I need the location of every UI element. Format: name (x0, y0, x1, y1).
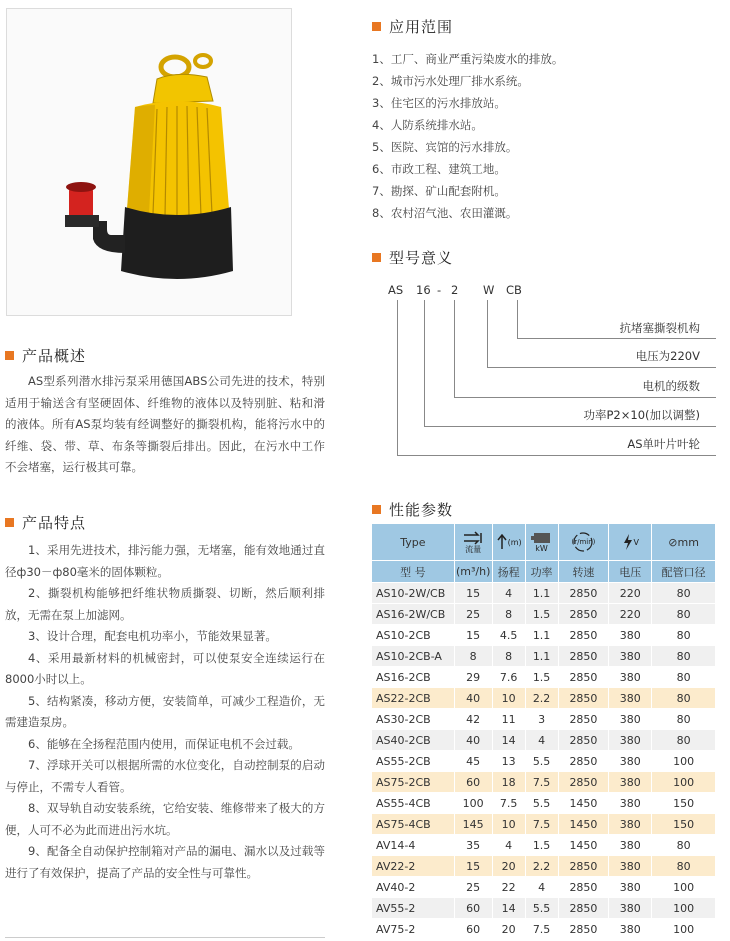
table-cell: 45 (454, 751, 492, 772)
table-row (372, 709, 716, 730)
pump-illustration (7, 9, 291, 315)
table-cell: 380 (609, 646, 652, 667)
table-cell: 220 (609, 604, 652, 625)
table-cell: 42 (454, 709, 492, 730)
table-cell: 100 (652, 751, 716, 772)
table-cell: 15 (454, 583, 492, 604)
table-cell: 2850 (558, 856, 609, 877)
meaning-impeller: AS单叶片叶轮 (627, 437, 700, 451)
table-cell: AV55-2 (372, 898, 455, 919)
column-header-row (372, 561, 716, 583)
table-cell: 1.1 (525, 625, 558, 646)
lightning-icon (622, 533, 634, 551)
section-title-overview: 产品概述 (5, 345, 86, 366)
table-cell: 100 (652, 772, 716, 793)
table-cell: 2850 (558, 583, 609, 604)
list-item: 1、工厂、商业严重污染废水的排放。 (372, 52, 564, 66)
table-cell: 1.1 (525, 583, 558, 604)
feature-item: 7、浮球开关可以根据所需的水位变化，自动控制泵的启动与停止，不需专人看管。 (5, 758, 325, 794)
code-as: AS (388, 283, 404, 297)
bullet-square-icon (372, 253, 381, 262)
table-cell: AS55-4CB (372, 793, 455, 814)
list-item: 8、农村沼气池、农田灌溉。 (372, 206, 518, 220)
code-dash: - (437, 283, 442, 297)
bullet-square-icon (372, 22, 381, 31)
table-row (372, 877, 716, 898)
feature-item: 3、设计合理，配套电机功率小，节能效果显著。 (28, 629, 277, 643)
table-cell: AV75-2 (372, 919, 455, 940)
table-cell: 13 (492, 751, 525, 772)
table-cell: 8 (454, 646, 492, 667)
table-cell: 22 (492, 877, 525, 898)
table-cell: 15 (454, 856, 492, 877)
section-title-performance: 性能参数 (372, 499, 453, 520)
table-cell: 5.5 (525, 898, 558, 919)
list-item: 7、勘探、矿山配套附机。 (372, 184, 506, 198)
column-header: 扬程 (492, 561, 525, 583)
table-cell: 11 (492, 709, 525, 730)
table-cell: 10 (492, 688, 525, 709)
table-cell: 7.5 (492, 793, 525, 814)
table-cell: 1.5 (525, 667, 558, 688)
table-cell: 15 (454, 625, 492, 646)
table-cell: 7.5 (525, 772, 558, 793)
table-cell: 100 (652, 898, 716, 919)
code-voltage: W (483, 283, 495, 297)
table-cell: 60 (454, 919, 492, 940)
feature-item: 6、能够在全扬程范围内使用，而保证电机不会过载。 (28, 736, 300, 751)
column-header: 配管口径 (652, 561, 716, 583)
table-row (372, 751, 716, 772)
table-cell: 220 (609, 583, 652, 604)
table-cell: 1.5 (525, 604, 558, 625)
table-cell: 7.6 (492, 667, 525, 688)
table-cell: AS75-4CB (372, 814, 455, 835)
features-list (5, 540, 325, 884)
table-cell: AS75-2CB (372, 772, 455, 793)
overview-text: AS型系列潜水排污泵采用德国ABS公司先进的技术，特别适用于输送含有坚硬固体、纤维物的液体以及特别脏、粘和滑的液体。所有AS泵均装有经调整好的撕裂机构，能将污水中的纤维、袋、带、草、布条等撕裂后排出。因此，在污水中工作不会堵塞，运行极其可靠。 (5, 374, 325, 474)
motor-icon (531, 532, 553, 544)
flow-icon (462, 531, 484, 545)
table-cell: 380 (609, 730, 652, 751)
bullet-square-icon (5, 351, 14, 360)
table-row (372, 688, 716, 709)
table-cell: 100 (652, 919, 716, 940)
list-item: 6、市政工程、建筑工地。 (372, 162, 506, 176)
feature-item: 2、撕裂机构能够把纤维状物质撕裂、切断，然后顺利排放，无需在泵上加滤网。 (5, 586, 325, 622)
meaning-poles: 电机的级数 (642, 379, 700, 393)
table-cell: 7.5 (525, 814, 558, 835)
table-cell: 380 (609, 625, 652, 646)
table-cell: AS16-2CB (372, 667, 455, 688)
table-cell: 150 (652, 793, 716, 814)
table-cell: 2850 (558, 919, 609, 940)
table-cell: 2.2 (525, 856, 558, 877)
table-cell: 2850 (558, 604, 609, 625)
table-row (372, 583, 716, 604)
table-cell: 1450 (558, 793, 609, 814)
column-header: 转速 (558, 561, 609, 583)
table-cell: 35 (454, 835, 492, 856)
feature-item: 1、采用先进技术，排污能力强，无堵塞，能有效地通过直径ф30－ф80毫米的固体颗粒。 (5, 543, 325, 579)
table-cell: 2850 (558, 709, 609, 730)
table-cell: 2.2 (525, 688, 558, 709)
table-cell: 80 (652, 835, 716, 856)
table-cell: 4 (492, 835, 525, 856)
table-cell: 7.5 (525, 919, 558, 940)
table-cell: 80 (652, 730, 716, 751)
table-cell: 380 (609, 751, 652, 772)
bullet-square-icon (5, 518, 14, 527)
table-cell: 380 (609, 772, 652, 793)
table-row (372, 919, 716, 940)
table-cell: 2850 (558, 877, 609, 898)
section-title-application: 应用范围 (372, 16, 453, 37)
table-cell: 80 (652, 646, 716, 667)
table-cell: AS16-2W/CB (372, 604, 455, 625)
table-cell: 80 (652, 583, 716, 604)
list-item: 3、住宅区的污水排放站。 (372, 96, 506, 110)
table-cell: 100 (454, 793, 492, 814)
table-row (372, 835, 716, 856)
table-cell: 2850 (558, 688, 609, 709)
table-cell: 2850 (558, 730, 609, 751)
table-cell: 380 (609, 898, 652, 919)
table-cell: 145 (454, 814, 492, 835)
table-cell: AV22-2 (372, 856, 455, 877)
list-item: 4、人防系统排水站。 (372, 118, 483, 132)
table-cell: 20 (492, 919, 525, 940)
feature-item: 4、采用最新材料的机械密封，可以使泵安全连续运行在8000小时以上。 (5, 650, 325, 686)
list-item: 2、城市污水处理厂排水系统。 (372, 74, 529, 88)
table-cell: 1450 (558, 814, 609, 835)
table-cell: 80 (652, 856, 716, 877)
table-cell: 40 (454, 730, 492, 751)
table-cell: AV14-4 (372, 835, 455, 856)
table-cell: 380 (609, 709, 652, 730)
table-cell: 1.5 (525, 835, 558, 856)
table-cell: 5.5 (525, 793, 558, 814)
application-list (372, 48, 722, 224)
table-cell: 8 (492, 646, 525, 667)
code-power: 16 (416, 283, 431, 297)
table-cell: 20 (492, 856, 525, 877)
table-row (372, 625, 716, 646)
table-cell: 380 (609, 856, 652, 877)
code-cb: CB (506, 283, 522, 297)
table-row (372, 604, 716, 625)
table-cell: 25 (454, 604, 492, 625)
table-cell: 2850 (558, 898, 609, 919)
table-cell: AS10-2W/CB (372, 583, 455, 604)
table-cell: AS40-2CB (372, 730, 455, 751)
table-cell: 14 (492, 898, 525, 919)
table-cell: 80 (652, 709, 716, 730)
table-cell: 80 (652, 667, 716, 688)
table-cell: 29 (454, 667, 492, 688)
bullet-square-icon (372, 505, 381, 514)
feature-item: 9、配备全自动保护控制箱对产品的漏电、漏水以及过载等进行了有效保护，提高了产品的安全性与可靠性。 (5, 844, 325, 880)
table-cell: 4 (525, 730, 558, 751)
table-cell: 60 (454, 772, 492, 793)
table-cell: 380 (609, 814, 652, 835)
table-row (372, 667, 716, 688)
head-arrow-icon (496, 534, 508, 550)
table-cell: 3 (525, 709, 558, 730)
section-title-model-meaning: 型号意义 (372, 247, 453, 268)
divider (5, 937, 325, 938)
table-cell: 380 (609, 667, 652, 688)
table-cell: 8 (492, 604, 525, 625)
column-header: (m³/h) (454, 561, 492, 583)
table-row (372, 814, 716, 835)
table-row (372, 898, 716, 919)
meaning-voltage: 电压为220V (635, 349, 700, 363)
table-cell: 25 (454, 877, 492, 898)
table-cell: 1450 (558, 835, 609, 856)
list-item: 5、医院、宾馆的污水排放。 (372, 140, 518, 154)
table-row (372, 772, 716, 793)
table-cell: 4.5 (492, 625, 525, 646)
feature-item: 5、结构紧凑，移动方便，安装简单，可减少工程造价，无需建造泵房。 (5, 693, 325, 729)
table-cell: 2850 (558, 667, 609, 688)
table-cell: 40 (454, 688, 492, 709)
table-cell: 14 (492, 730, 525, 751)
table-cell: 380 (609, 835, 652, 856)
type-header: Type (372, 524, 455, 561)
performance-table (371, 523, 716, 940)
table-cell: 80 (652, 625, 716, 646)
table-cell: 380 (609, 688, 652, 709)
table-cell: 2850 (558, 646, 609, 667)
table-cell: 4 (525, 877, 558, 898)
meaning-power: 功率P2×10(加以调整) (583, 408, 700, 422)
table-cell: 18 (492, 772, 525, 793)
table-row (372, 856, 716, 877)
table-cell: 2850 (558, 772, 609, 793)
column-header: 型 号 (372, 561, 455, 583)
table-cell: AS22-2CB (372, 688, 455, 709)
table-cell: 2850 (558, 625, 609, 646)
pipe-diameter-icon: ⊘mm (652, 524, 716, 561)
table-cell: AV40-2 (372, 877, 455, 898)
column-header: 电压 (609, 561, 652, 583)
column-header: 功率 (525, 561, 558, 583)
table-cell: AS30-2CB (372, 709, 455, 730)
table-cell: 380 (609, 919, 652, 940)
table-cell: 80 (652, 688, 716, 709)
table-cell: 100 (652, 877, 716, 898)
table-cell: 4 (492, 583, 525, 604)
code-pole: 2 (451, 283, 459, 297)
table-cell: 10 (492, 814, 525, 835)
table-cell: AS55-2CB (372, 751, 455, 772)
icon-header-row: Type 流量 (m) kW (r/min) V ⊘mm (372, 524, 716, 561)
product-photo (6, 8, 292, 316)
table-cell: AS10-2CB (372, 625, 455, 646)
table-row (372, 793, 716, 814)
table-cell: 1.1 (525, 646, 558, 667)
table-cell: AS10-2CB-A (372, 646, 455, 667)
performance-table-body (372, 583, 716, 940)
meaning-cb: 抗堵塞撕裂机构 (619, 321, 700, 335)
table-cell: 380 (609, 793, 652, 814)
table-row (372, 646, 716, 667)
table-cell: 60 (454, 898, 492, 919)
table-cell: 80 (652, 604, 716, 625)
table-row (372, 730, 716, 751)
section-title-features: 产品特点 (5, 512, 86, 533)
table-cell: 5.5 (525, 751, 558, 772)
table-cell: 150 (652, 814, 716, 835)
feature-item: 8、双导轨自动安装系统，它给安装、维修带来了极大的方便，人可不必为此而进出污水坑。 (5, 801, 325, 837)
table-cell: 380 (609, 877, 652, 898)
table-cell: 2850 (558, 751, 609, 772)
